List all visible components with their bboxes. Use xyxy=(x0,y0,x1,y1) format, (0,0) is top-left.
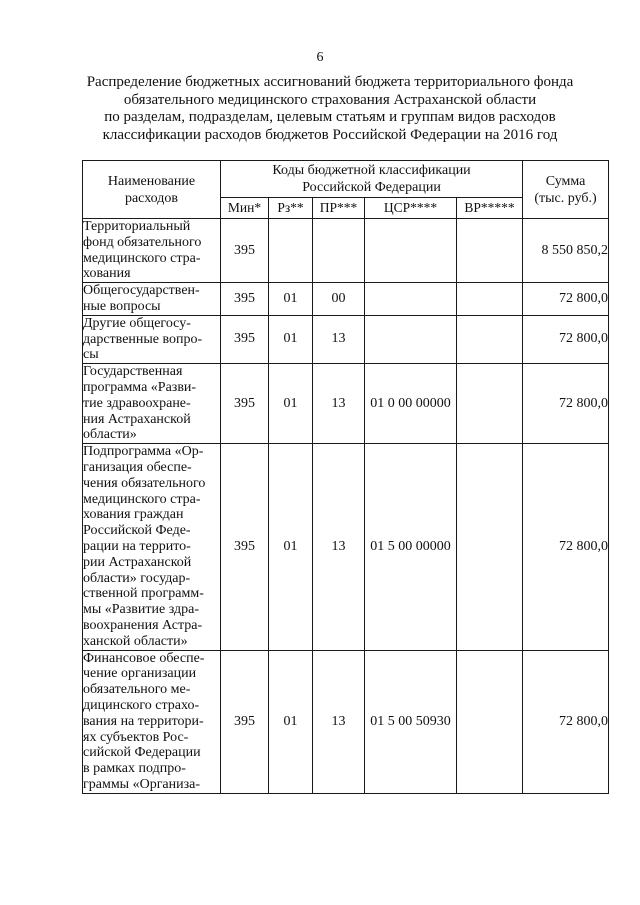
cell-pr xyxy=(313,219,365,283)
cell-min: 395 xyxy=(221,283,269,316)
table-row xyxy=(83,219,609,283)
table-row xyxy=(83,315,609,363)
cell-sum: 72 800,0 xyxy=(523,364,609,444)
cell-rz: 01 xyxy=(269,650,313,793)
row-name-line: обязательного ме- xyxy=(83,682,191,698)
row-name xyxy=(83,364,221,444)
cell-rz: 01 xyxy=(269,283,313,316)
title-line: по разделам, подразделам, целевым статьям и группам видов расходов xyxy=(104,109,556,125)
budget-allocation-table xyxy=(82,160,609,794)
cell-sum: 8 550 850,2 xyxy=(523,219,609,283)
header-vr: ВР***** xyxy=(457,198,523,219)
row-name-line: программа «Разви- xyxy=(83,379,197,395)
row-name-line: ганизация обеспе- xyxy=(83,459,192,475)
row-name-line: ные вопросы xyxy=(83,298,161,314)
row-name-line: сийской Федерации xyxy=(83,745,201,761)
header-name-line: Наименование xyxy=(107,173,196,189)
cell-rz xyxy=(269,219,313,283)
row-name-line: рии Астраханской xyxy=(83,554,192,570)
row-name-line: хования xyxy=(83,266,131,282)
row-name-line: чение организации xyxy=(83,666,197,682)
cell-pr: 13 xyxy=(313,315,365,363)
row-name-line: вания на территори- xyxy=(83,713,204,729)
page-number: 6 xyxy=(316,50,324,65)
header-codes-line: Коды бюджетной классификации xyxy=(272,163,471,178)
cell-csr xyxy=(365,283,457,316)
row-name-line: рации на террито- xyxy=(83,538,191,554)
header-codes-line: Российской Федерации xyxy=(302,180,441,195)
row-name-line: воохранения Астра- xyxy=(83,617,203,633)
header-rz: Рз** xyxy=(269,198,313,219)
row-name-line: Другие общегосу- xyxy=(83,315,191,331)
cell-sum: 72 800,0 xyxy=(523,444,609,650)
cell-vr xyxy=(457,219,523,283)
cell-csr: 01 5 00 00000 xyxy=(365,444,457,650)
cell-rz: 01 xyxy=(269,315,313,363)
table-row xyxy=(83,283,609,316)
cell-csr xyxy=(365,315,457,363)
cell-vr xyxy=(457,283,523,316)
row-name-line: ния Астраханской xyxy=(83,411,191,427)
row-name-line: ях субъектов Рос- xyxy=(83,729,189,745)
title-line: обязательного медицинского страхования Астраханской области xyxy=(123,91,537,108)
row-name-line: дарственные вопро- xyxy=(83,331,203,347)
row-name-line: ханской области» xyxy=(83,633,188,649)
row-name-line: мы «Развитие здра- xyxy=(83,602,199,618)
header-name xyxy=(83,161,221,219)
row-name xyxy=(83,315,221,363)
table-row xyxy=(83,650,609,793)
cell-min: 395 xyxy=(221,364,269,444)
row-name-line: граммы «Организа- xyxy=(83,776,201,792)
row-name-line: фонд обязательного xyxy=(83,234,202,250)
cell-sum: 72 800,0 xyxy=(523,283,609,316)
cell-min: 395 xyxy=(221,650,269,793)
row-name-line: Территориальный xyxy=(83,219,191,234)
cell-pr: 00 xyxy=(313,283,365,316)
cell-sum: 72 800,0 xyxy=(523,315,609,363)
header-min: Мин* xyxy=(221,198,269,219)
cell-vr xyxy=(457,444,523,650)
document-title xyxy=(60,74,600,144)
cell-pr: 13 xyxy=(313,364,365,444)
cell-min: 395 xyxy=(221,315,269,363)
table-row xyxy=(83,364,609,444)
title-line: Распределение бюджетных ассигнований бюджета территориального фонда xyxy=(86,74,574,90)
row-name xyxy=(83,650,221,793)
row-name-line: Общегосударствен- xyxy=(83,283,200,299)
row-name-line: в рамках подпро- xyxy=(83,761,186,777)
row-name-line: области» государ- xyxy=(83,570,191,586)
row-name-line: медицинского стра- xyxy=(83,491,201,507)
cell-rz: 01 xyxy=(269,444,313,650)
row-name xyxy=(83,444,221,650)
cell-csr: 01 0 00 00000 xyxy=(365,364,457,444)
row-name-line: тие здравоохране- xyxy=(83,395,191,411)
row-name-line: чения обязательного xyxy=(83,475,206,491)
cell-min: 395 xyxy=(221,219,269,283)
header-sum xyxy=(523,161,609,219)
cell-sum: 72 800,0 xyxy=(523,650,609,793)
row-name-line: Государственная xyxy=(83,364,183,380)
header-codes xyxy=(221,161,523,198)
cell-pr: 13 xyxy=(313,650,365,793)
cell-min: 395 xyxy=(221,444,269,650)
row-name-line: дицинского страхо- xyxy=(83,697,200,713)
cell-vr xyxy=(457,315,523,363)
header-pr: ПР*** xyxy=(313,198,365,219)
cell-vr xyxy=(457,650,523,793)
row-name-line: Подпрограмма «Ор- xyxy=(83,444,204,460)
header-sum-line: (тыс. руб.) xyxy=(534,190,597,206)
row-name-line: Российской Феде- xyxy=(83,523,191,539)
table-row xyxy=(83,444,609,650)
row-name-line: области» xyxy=(83,427,137,443)
title-line: классификации расходов бюджетов Российской Федерации на 2016 год xyxy=(102,126,558,143)
cell-vr xyxy=(457,364,523,444)
row-name-line: хования граждан xyxy=(83,507,184,523)
header-csr: ЦСР**** xyxy=(365,198,457,219)
cell-csr: 01 5 00 50930 xyxy=(365,650,457,793)
row-name xyxy=(83,219,221,283)
row-name-line: Финансовое обеспе- xyxy=(83,650,205,666)
row-name-line: ственной программ- xyxy=(83,586,204,602)
row-name-line: сы xyxy=(83,347,99,363)
cell-pr: 13 xyxy=(313,444,365,650)
cell-rz: 01 xyxy=(269,364,313,444)
cell-csr xyxy=(365,219,457,283)
row-name xyxy=(83,283,221,316)
header-name-line: расходов xyxy=(124,190,179,206)
header-sum-line: Сумма xyxy=(545,173,586,189)
row-name-line: медицинского стра- xyxy=(83,250,201,266)
